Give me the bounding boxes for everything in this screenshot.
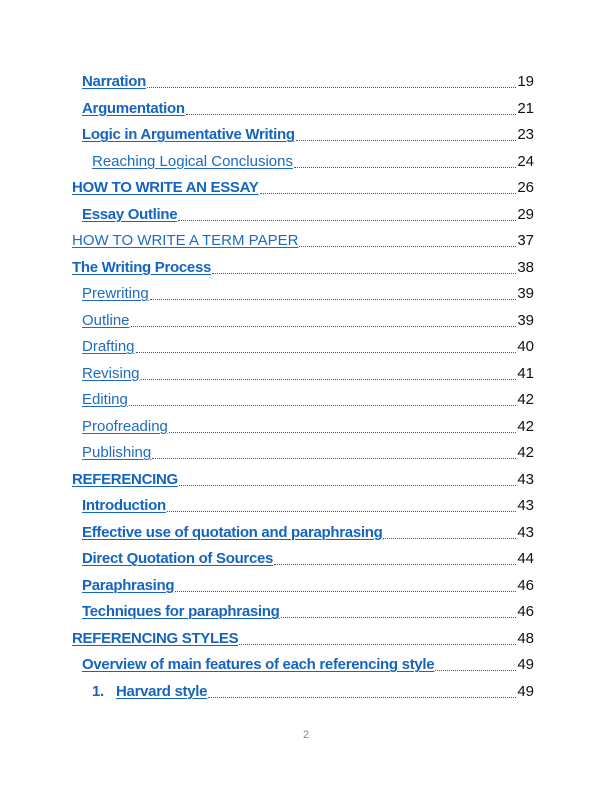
toc-page-number: 39	[517, 285, 534, 302]
toc-entry-title: Harvard style	[116, 682, 208, 700]
toc-entry[interactable]	[82, 576, 534, 596]
footer-page-number: 2	[302, 729, 310, 741]
toc-page-number: 23	[517, 126, 534, 143]
toc-entry-link[interactable]: Effective use of quotation and paraphrasing	[82, 523, 383, 541]
toc-page-number: 46	[517, 603, 534, 620]
toc-page-number: 43	[517, 470, 534, 488]
dot-leader	[296, 140, 517, 141]
toc-entry-link[interactable]: The Writing Process	[72, 258, 212, 276]
dot-leader	[299, 246, 516, 247]
toc-entry[interactable]	[82, 523, 534, 543]
dot-leader	[152, 458, 516, 459]
toc-entry[interactable]	[82, 311, 534, 331]
toc-page-number: 42	[517, 444, 534, 461]
toc-page-number: 42	[517, 417, 534, 435]
toc-page-number: 46	[517, 576, 534, 594]
toc-entry-link[interactable]: Outline	[82, 311, 130, 329]
dot-leader	[383, 538, 516, 539]
toc-entry[interactable]	[72, 231, 534, 251]
toc-entry-link[interactable]: Techniques for paraphrasing	[82, 603, 280, 620]
toc-entry[interactable]	[82, 337, 534, 357]
toc-entry-link[interactable]: Logic in Argumentative Writing	[82, 126, 295, 143]
toc-entry-link[interactable]: Direct Quotation of Sources	[82, 550, 274, 567]
toc-entry[interactable]	[72, 629, 534, 649]
dot-leader	[136, 352, 517, 353]
toc-entry-link[interactable]: Prewriting	[82, 285, 149, 302]
toc-entry[interactable]	[82, 125, 534, 145]
toc-page-number: 29	[517, 205, 534, 223]
toc-entry[interactable]	[82, 99, 534, 119]
dot-leader	[281, 617, 517, 618]
dot-leader	[212, 273, 516, 274]
toc-entry[interactable]	[82, 602, 534, 622]
toc-entry[interactable]	[82, 417, 534, 437]
dot-leader	[239, 644, 516, 645]
toc-entry-link[interactable]: Narration	[82, 73, 146, 90]
toc-entry-link[interactable]: Overview of main features of each referencing style	[82, 656, 435, 673]
dot-leader	[178, 220, 516, 221]
toc-page-number: 44	[517, 550, 534, 567]
dot-leader	[141, 379, 517, 380]
dot-leader	[169, 432, 516, 433]
toc-entry-link[interactable]: REFERENCING	[72, 470, 178, 488]
toc-entry-link[interactable]: Paraphrasing	[82, 576, 175, 594]
toc-page-number: 43	[517, 497, 534, 514]
toc-page-number: 24	[517, 152, 534, 170]
dot-leader	[274, 564, 516, 565]
toc-entry-link[interactable]: REFERENCING STYLES	[72, 629, 239, 647]
toc-entry-link[interactable]: Editing	[82, 391, 128, 408]
dot-leader	[131, 326, 517, 327]
toc-entry[interactable]	[92, 682, 534, 702]
dot-leader	[167, 511, 516, 512]
dot-leader	[150, 299, 517, 300]
list-number: 1.	[92, 682, 104, 700]
toc-page-number: 41	[517, 364, 534, 382]
toc-page-number: 40	[517, 338, 534, 355]
dot-leader	[208, 697, 516, 698]
toc-entry[interactable]	[82, 496, 534, 516]
toc-entry-link[interactable]: HOW TO WRITE AN ESSAY	[72, 179, 259, 196]
dot-leader	[179, 485, 516, 486]
dot-leader	[129, 405, 516, 406]
toc-entry[interactable]	[82, 655, 534, 675]
dot-leader	[435, 670, 516, 671]
dot-leader	[260, 193, 517, 194]
toc-entry[interactable]	[82, 284, 534, 304]
toc-entry[interactable]	[82, 364, 534, 384]
dot-leader	[175, 591, 516, 592]
dot-leader	[294, 167, 516, 168]
toc-entry[interactable]	[82, 205, 534, 225]
toc-page-number: 42	[517, 391, 534, 408]
toc-entry-link[interactable]	[92, 682, 207, 702]
toc-entry[interactable]	[82, 549, 534, 569]
toc-page-number: 38	[517, 258, 534, 276]
toc-entry-link[interactable]: Revising	[82, 364, 140, 382]
toc-entry-link[interactable]: Introduction	[82, 497, 166, 514]
toc-page-number: 39	[517, 311, 534, 329]
toc-entry[interactable]	[82, 72, 534, 92]
toc-entry[interactable]	[72, 470, 534, 490]
toc-page-number: 21	[517, 99, 534, 117]
toc-entry-link[interactable]: HOW TO WRITE A TERM PAPER	[72, 232, 299, 249]
toc-entry-link[interactable]: Argumentation	[82, 99, 185, 117]
toc-entry-link[interactable]: Publishing	[82, 444, 152, 461]
toc-entry-link[interactable]: Essay Outline	[82, 205, 178, 223]
dot-leader	[186, 114, 517, 115]
toc-page-number: 26	[517, 179, 534, 196]
toc-entry[interactable]	[72, 178, 534, 198]
toc-entry-link[interactable]: Drafting	[82, 338, 135, 355]
toc-entry[interactable]	[72, 258, 534, 278]
toc-page-number: 37	[517, 232, 534, 249]
toc-entry-link[interactable]: Reaching Logical Conclusions	[92, 152, 293, 170]
toc-entry[interactable]	[92, 152, 534, 172]
toc-entry[interactable]	[82, 443, 534, 463]
toc-page-number: 43	[517, 523, 534, 541]
dot-leader	[147, 87, 516, 88]
toc-page-number: 49	[517, 682, 534, 700]
toc-entry-link[interactable]: Proofreading	[82, 417, 168, 435]
toc-page-number: 49	[517, 656, 534, 673]
toc-entry[interactable]	[82, 390, 534, 410]
toc-page-number: 19	[517, 73, 534, 90]
toc-page-number: 48	[517, 629, 534, 647]
